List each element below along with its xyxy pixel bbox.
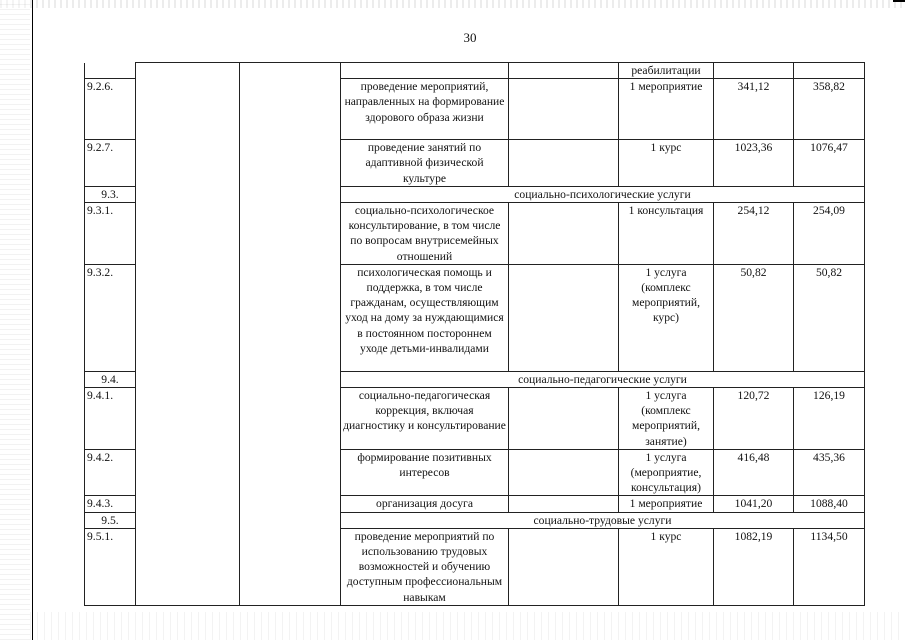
value-cell: 435,36 [794, 449, 865, 496]
value-cell: 341,12 [714, 79, 794, 140]
blank-cell [509, 140, 619, 187]
num-cell: 9.5.1. [85, 528, 136, 605]
scan-noise-left [0, 0, 30, 640]
name-cell: организация досуга [341, 496, 509, 512]
value-cell: 120,72 [714, 388, 794, 450]
num-cell: 9.2.6. [85, 79, 136, 140]
unit-cell: 1 мероприятие [619, 79, 714, 140]
value-cell: 1134,50 [794, 528, 865, 605]
merged-blank-cell [240, 63, 341, 606]
num-cell: 9.2.7. [85, 140, 136, 187]
unit-cell: 1 курс [619, 528, 714, 605]
blank-cell [509, 388, 619, 450]
value-cell: 1082,19 [714, 528, 794, 605]
unit-cell: 1 мероприятие [619, 496, 714, 512]
binding-edge-line [32, 0, 33, 640]
num-cell: 9.3.1. [85, 203, 136, 265]
value-cell: 254,09 [794, 203, 865, 265]
name-cell: формирование позитивных интересов [341, 449, 509, 496]
blank-cell [509, 449, 619, 496]
value-cell: 254,12 [714, 203, 794, 265]
blank-cell [509, 79, 619, 140]
name-cell: социально-педагогическая коррекция, включая диагностику и консультирование [341, 388, 509, 450]
num-cell: 9.3.2. [85, 264, 136, 371]
name-cell [341, 63, 509, 79]
unit-cell: 1 консультация [619, 203, 714, 265]
num-cell: 9.4.1. [85, 388, 136, 450]
unit-cell: 1 курс [619, 140, 714, 187]
section-title: социально-психологические услуги [341, 186, 865, 202]
page-number: 30 [463, 30, 477, 45]
num-cell: 9.4.3. [85, 496, 136, 512]
tariff-table [84, 62, 865, 606]
blank-cell [509, 528, 619, 605]
value-cell: 1023,36 [714, 140, 794, 187]
section-num-cell: 9.4. [85, 371, 136, 387]
value-cell: 1041,20 [714, 496, 794, 512]
unit-cell: 1 услуга (комплекс мероприятий, занятие) [619, 388, 714, 450]
section-title: социально-трудовые услуги [341, 512, 865, 528]
unit-cell: 1 услуга (комплекс мероприятий, курс) [619, 264, 714, 371]
section-title: социально-педагогические услуги [341, 371, 865, 387]
table-row [85, 63, 865, 79]
unit-cell: 1 услуга (мероприятие, консультация) [619, 449, 714, 496]
scan-noise-bottom [30, 612, 905, 640]
name-cell: психологическая помощь и поддержка, в том числе гражданам, осуществляющим уход на дому за нуждающимися в постоянном постороннем уходе детьми-инвалидами [341, 264, 509, 371]
value-cell: 50,82 [714, 264, 794, 371]
value-cell: 358,82 [794, 79, 865, 140]
value-cell: 126,19 [794, 388, 865, 450]
unit-cell: реабилитации [619, 63, 714, 79]
section-num-cell: 9.5. [85, 512, 136, 528]
value-cell: 1076,47 [794, 140, 865, 187]
blank-cell [509, 264, 619, 371]
num-cell [85, 63, 136, 79]
blank-cell [509, 496, 619, 512]
section-num-cell: 9.3. [85, 186, 136, 202]
name-cell: социально-психологическое консультирование, в том числе по вопросам внутрисемейных отношений [341, 203, 509, 265]
value-cell: 416,48 [714, 449, 794, 496]
blank-cell [509, 203, 619, 265]
value-cell: 1088,40 [794, 496, 865, 512]
blank-cell [509, 63, 619, 79]
corner-mark [893, 0, 905, 2]
scan-noise-top [0, 0, 905, 8]
value-cell [794, 63, 865, 79]
merged-blank-cell [136, 63, 240, 606]
value-cell [714, 63, 794, 79]
name-cell: проведение занятий по адаптивной физической культуре [341, 140, 509, 187]
name-cell: проведение мероприятий, направленных на формирование здорового образа жизни [341, 79, 509, 140]
num-cell: 9.4.2. [85, 449, 136, 496]
name-cell: проведение мероприятий по использованию трудовых возможностей и обучению доступным профессиональным навыкам [341, 528, 509, 605]
value-cell: 50,82 [794, 264, 865, 371]
